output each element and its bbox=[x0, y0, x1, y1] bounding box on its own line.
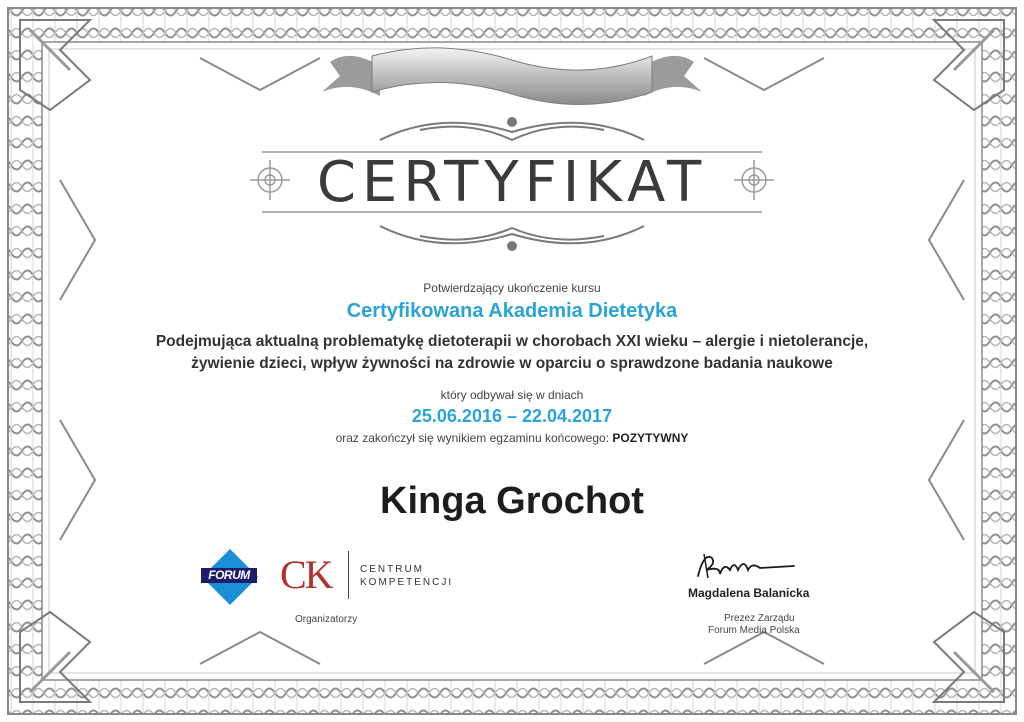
ornament-flourish-icon bbox=[380, 118, 644, 140]
recipient-name: Kinga Grochot bbox=[380, 480, 644, 522]
result-line bbox=[0, 431, 1024, 445]
ribbon-banner-icon bbox=[322, 48, 702, 105]
course-dates: 25.06.2016 – 22.04.2017 bbox=[411, 406, 613, 426]
signatory-role-line1: Prezez Zarządu bbox=[724, 613, 795, 624]
ck-logo: CK bbox=[280, 552, 332, 597]
ck-logo-text bbox=[360, 563, 453, 589]
result-value: POZYTYWNY bbox=[612, 431, 689, 445]
course-description-line2: żywienie dzieci, wpływ żywności na zdrowie w oparciu o sprawdzone badania naukowe bbox=[191, 355, 833, 372]
course-intro: Potwierdzający ukończenie kursu bbox=[423, 281, 601, 295]
result-label: oraz zakończył się wynikiem egzaminu końcowego: bbox=[335, 431, 610, 445]
ornament-flourish-below-icon bbox=[380, 226, 644, 250]
ck-divider bbox=[348, 551, 349, 599]
held-label: który odbywał się w dniach bbox=[440, 388, 584, 402]
signature-icon bbox=[690, 548, 800, 584]
forum-logo-text: FORUM bbox=[201, 568, 257, 583]
signatory-role-line2: Forum Media Polska bbox=[708, 625, 800, 636]
ck-line1: CENTRUM bbox=[360, 564, 424, 575]
ck-line2: KOMPETENCJI bbox=[360, 577, 454, 588]
course-description-line1: Podejmująca aktualną problematykę dietoterapii w chorobach XXI wieku – alergie i nietolerancje, bbox=[155, 333, 869, 350]
signatory-name: Magdalena Balanicka bbox=[688, 586, 810, 600]
organizers-label: Organizatorzy bbox=[295, 614, 358, 625]
certificate-title: CERTYFIKAT bbox=[316, 150, 708, 215]
course-name: Certyfikowana Akademia Dietetyka bbox=[346, 300, 678, 322]
